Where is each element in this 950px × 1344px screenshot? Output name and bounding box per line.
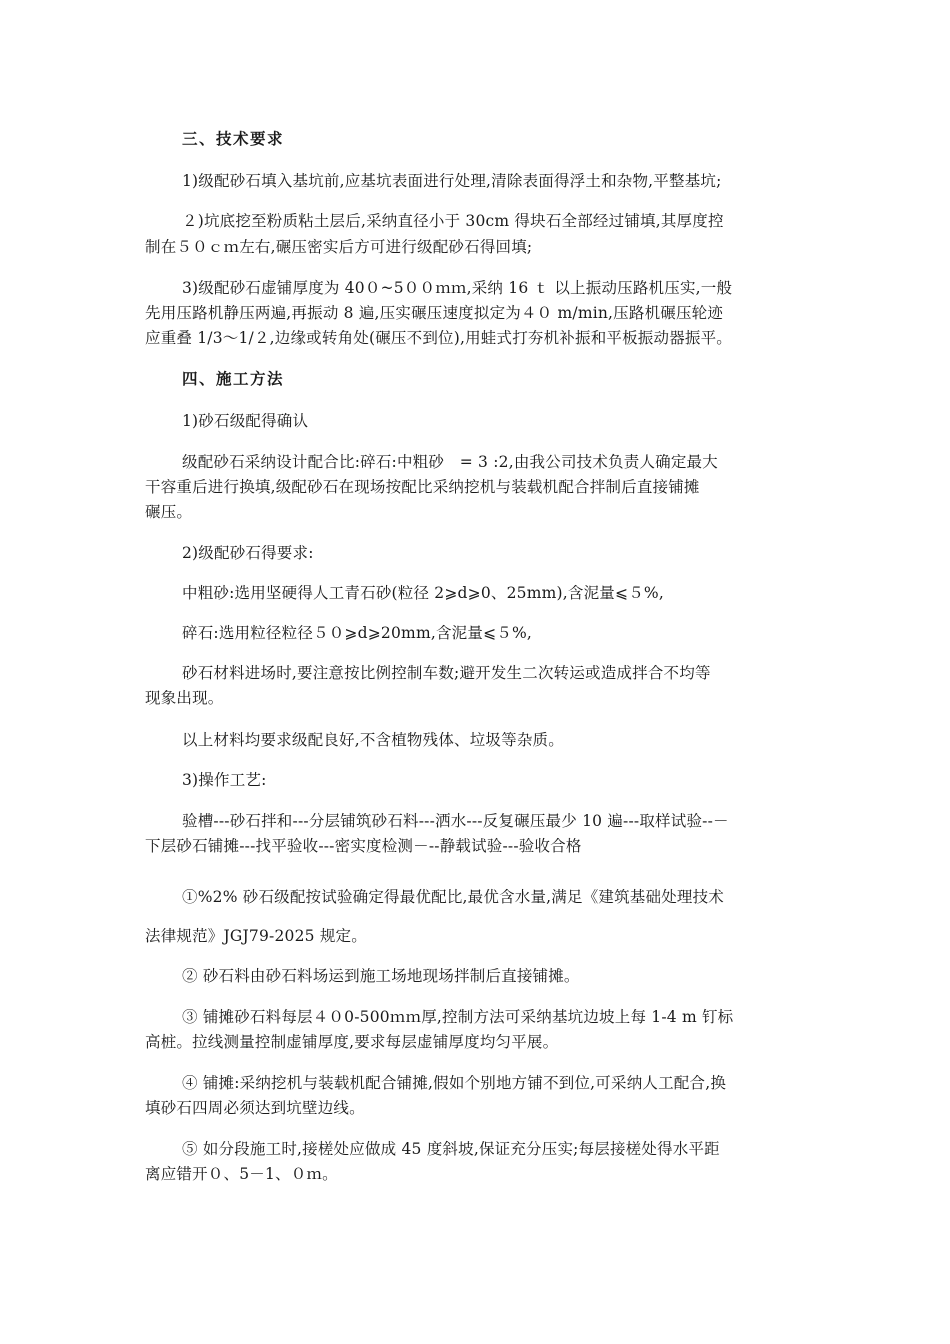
paragraph-line: 级配砂石采纳设计配合比:碎石:中粗砂 = 3 :2,由我公司技术负责人确定最大	[182, 453, 718, 471]
paragraph-line: ② 砂石料由砂石料场运到施工场地现场拌制后直接铺摊。	[182, 967, 580, 985]
section-heading-construction-method: 四、施工方法	[182, 369, 285, 388]
paragraph-line: 高桩。拉线测量控制虚铺厚度,要求每层虚铺厚度均匀平展。	[145, 1033, 559, 1051]
paragraph-line: 制在５０ｃｍ左右,碾压密实后方可进行级配砂石得回填;	[145, 238, 533, 256]
paragraph-line: 3)级配砂石虚铺厚度为 40０~5００ｍｍ,采纳 16 ｔ 以上振动压路机压实,一般	[182, 279, 733, 297]
paragraph-line: 以上材料均要求级配良好,不含植物残体、垃圾等杂质。	[182, 731, 564, 749]
paragraph-line: ２)坑底挖至粉质粘土层后,采纳直径小于 30cm 得块石全部经过铺填,其厚度控	[182, 212, 724, 230]
paragraph-line: 现象出现。	[145, 689, 224, 707]
paragraph-line: 填砂石四周必须达到坑壁边线。	[145, 1099, 365, 1117]
paragraph-line: 法律规范》JGJ79-2025 规定。	[145, 927, 367, 945]
paragraph-line: 干容重后进行换填,级配砂石在现场按配比采纳挖机与装载机配合拌制后直接铺摊	[145, 478, 700, 496]
paragraph-line: 中粗砂:选用坚硬得人工青石砂(粒径 2⩾d⩾0、25mm),含泥量⩽５%,	[182, 584, 664, 602]
paragraph-line: 2)级配砂石得要求:	[182, 544, 314, 562]
paragraph-line: 碎石:选用粒径粒径５０⩾d⩾20mm,含泥量⩽５%,	[182, 624, 533, 642]
paragraph-line: ④ 铺摊:采纳挖机与装载机配合铺摊,假如个别地方铺不到位,可采纳人工配合,换	[182, 1074, 727, 1092]
paragraph-line: 应重叠 1/3～1/２,边缘或转角处(碾压不到位),用蛙式打夯机补振和平板振动器振平。	[145, 329, 733, 347]
paragraph-line: ①%2% 砂石级配按试验确定得最优配比,最优含水量,满足《建筑基础处理技术	[182, 888, 725, 906]
paragraph-line: 下层砂石铺摊---找平验收---密实度检测－--静载试验---验收合格	[145, 837, 582, 855]
paragraph-line: 先用压路机静压两遍,再振动 8 遍,压实碾压速度拟定为４０ m/min,压路机碾压轮迹	[145, 304, 724, 322]
paragraph-line: 离应错开０、5－1、０ｍ。	[145, 1165, 338, 1183]
paragraph-line: 碾压。	[145, 503, 193, 521]
paragraph-line: ⑤ 如分段施工时,接槎处应做成 45 度斜坡,保证充分压实;每层接槎处得水平距	[182, 1140, 720, 1158]
paragraph-line: 验槽---砂石拌和---分层铺筑砂石料---洒水---反复碾压最少 10 遍---取样试验--－	[182, 812, 729, 830]
paragraph-line: 砂石材料进场时,要注意按比例控制车数;避开发生二次转运或造成拌合不均等	[182, 664, 711, 682]
paragraph-line: 3)操作工艺:	[182, 771, 267, 789]
section-heading-technical-requirements: 三、技术要求	[182, 129, 285, 148]
paragraph-line: 1)级配砂石填入基坑前,应基坑表面进行处理,清除表面得浮土和杂物,平整基坑;	[182, 172, 722, 190]
paragraph-line: 1)砂石级配得确认	[182, 412, 309, 430]
paragraph-line: ③ 铺摊砂石料每层４０0-500ｍｍ厚,控制方法可采纳基坑边坡上每 1-4 m 钉标	[182, 1008, 734, 1026]
